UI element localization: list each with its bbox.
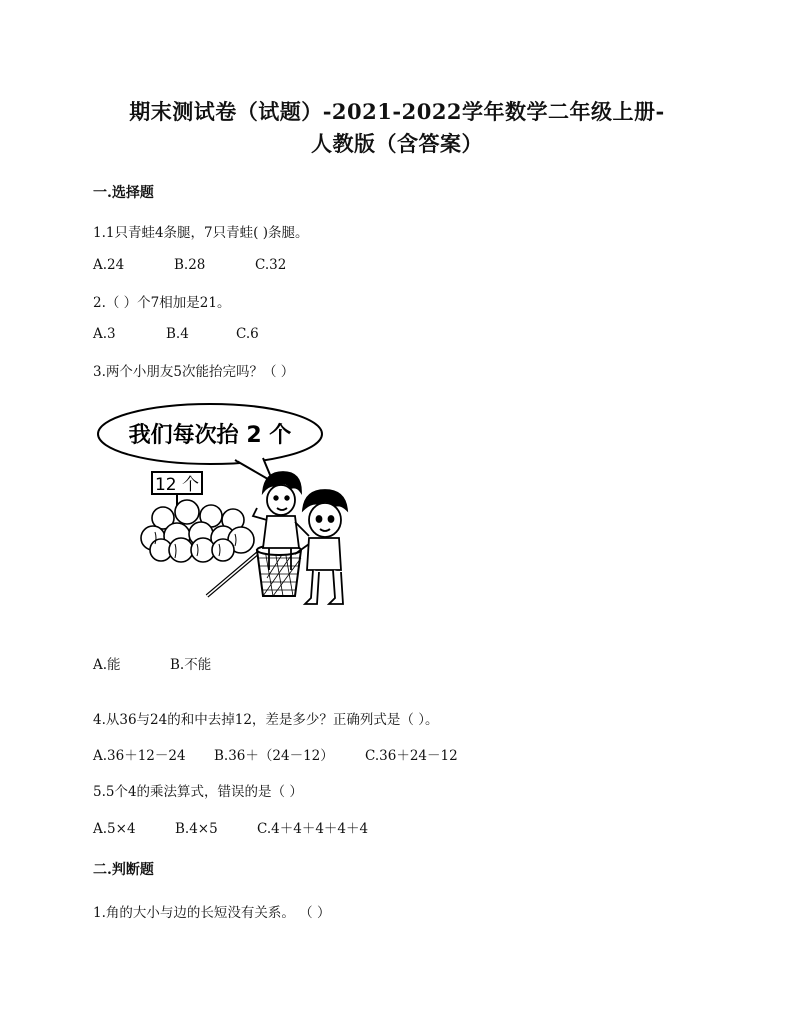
option-c: C.4＋4＋4＋4＋4 xyxy=(257,821,369,837)
speech-text: 我们每次抬 2 个 xyxy=(128,423,292,448)
child-right xyxy=(295,490,347,604)
question-5: 5.5个4的乘法算式，错误的是（ ） xyxy=(93,784,303,800)
question-1: 1.1只青蛙4条腿，7只青蛙( )条腿。 xyxy=(93,225,309,241)
question-4: 4.从36与24的和中去掉12，差是多少？正确列式是（ ）。 xyxy=(93,712,439,728)
option-b: B.28 xyxy=(174,257,206,273)
option-a: A.5×4 xyxy=(93,821,136,837)
page-title-line1: 期末测试卷（试题）-2021-2022学年数学二年级上册- xyxy=(129,99,665,124)
judgement-question-1: 1.角的大小与边的长短没有关系。 （ ） xyxy=(93,905,331,921)
basket xyxy=(257,545,301,596)
option-c: C.6 xyxy=(236,326,259,342)
children-carrying-apples-illustration xyxy=(95,398,355,618)
option-c: C.32 xyxy=(255,257,287,273)
option-a: A.能 xyxy=(93,657,121,673)
question-5-options xyxy=(93,817,368,837)
question-2-options xyxy=(93,326,259,342)
option-b: B.4×5 xyxy=(175,821,218,837)
option-a: A.36＋12－24 xyxy=(93,748,186,764)
option-c: C.36＋24－12 xyxy=(365,748,458,764)
option-b: B.36＋（24－12） xyxy=(214,748,334,764)
question-2: 2.（ ）个7相加是21。 xyxy=(93,295,231,311)
question-3-options xyxy=(93,653,211,673)
question-1-options xyxy=(93,257,286,273)
sign-text: 12 个 xyxy=(154,475,200,495)
option-b: B.不能 xyxy=(170,657,212,673)
question-4-options xyxy=(93,744,458,764)
section-heading-choice: 一.选择题 xyxy=(93,185,154,201)
page-title-line2: 人教版（含答案） xyxy=(311,131,483,156)
option-b: B.4 xyxy=(166,326,189,342)
option-a: A.24 xyxy=(93,257,125,273)
question-3: 3.两个小朋友5次能抬完吗？（ ） xyxy=(93,364,295,380)
option-a: A.3 xyxy=(93,326,116,342)
section-heading-judgement: 二.判断题 xyxy=(93,862,154,878)
